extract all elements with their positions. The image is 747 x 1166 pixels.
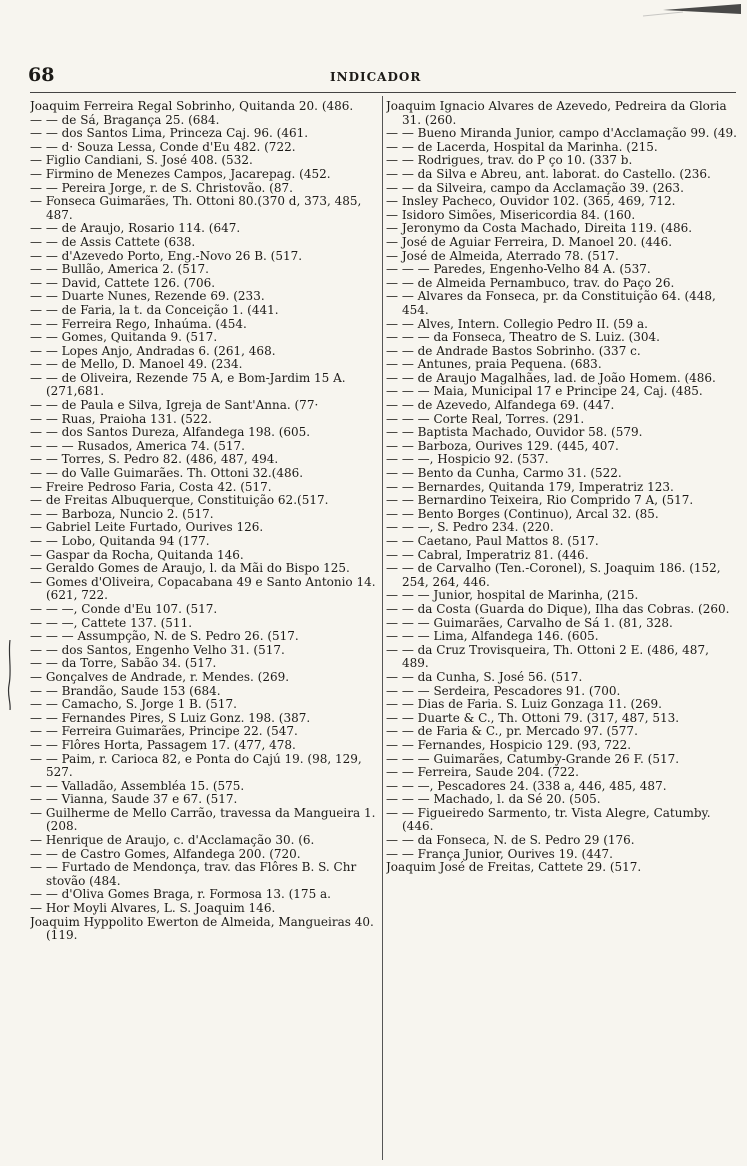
index-entry: — Gabriel Leite Furtado, Ourives 126. — [30, 520, 264, 535]
index-entry: — — Figueiredo Sarmento, tr. Vista Alegre, Catumby. (446. — [386, 805, 711, 834]
index-entry: — — Dias de Faria. S. Luiz Gonzaga 11. (269. — [386, 697, 662, 712]
index-entry: — Henrique de Araujo, c. d'Acclamação 30. (6. — [30, 833, 315, 848]
index-entry: — — — Guimarães, Carvalho de Sá 1. (81, 328. — [386, 615, 673, 630]
index-entry: — — Ferreira Guimarães, Principe 22. (547. — [30, 724, 298, 739]
index-entry: — Insley Pacheco, Ouvidor 102. (365, 469, 712. — [386, 194, 676, 209]
index-entry: — — — Maia, Municipal 17 e Principe 24, Caj. (485. — [386, 384, 703, 399]
index-entry: — — Bueno Miranda Junior, campo d'Acclamação 99. (49. — [386, 126, 737, 141]
index-entry: — — de Paula e Silva, Igreja de Sant'Anna. (77· — [30, 398, 319, 413]
index-entry: — — de Araujo Magalhães, lad. de João Homem. (486. — [386, 370, 716, 385]
index-entry: — — Bernardino Teixeira, Rio Comprido 7 A, (517. — [386, 493, 694, 508]
index-entry: — — Vianna, Saude 37 e 67. (517. — [30, 792, 238, 807]
index-entry: — — — Rusados, America 74. (517. — [30, 438, 245, 453]
index-entry: — — dos Santos Lima, Princeza Caj. 96. (461. — [30, 126, 309, 141]
index-entry: — — Barboza, Nuncio 2. (517. — [30, 506, 214, 521]
index-entry: — — de Oliveira, Rezende 75 A, e Bom-Jardim 15 A. (271,681. — [30, 370, 346, 399]
right-column — [386, 100, 738, 1160]
index-entry: — — — Serdeira, Pescadores 91. (700. — [386, 683, 621, 698]
index-entry: — — dos Santos Dureza, Alfandega 198. (605. — [30, 425, 311, 440]
index-entry: — Gaspar da Rocha, Quitanda 146. — [30, 547, 244, 562]
index-entry: — — — Machado, l. da Sé 20. (505. — [386, 792, 601, 807]
index-entry: — Isidoro Simões, Misericordia 84. (160. — [386, 207, 636, 222]
index-entry: — — d· Souza Lessa, Conde d'Eu 482. (722. — [30, 139, 296, 154]
index-entry: Joaquim Ferreira Regal Sobrinho, Quitanda 20. (486. — [30, 100, 354, 113]
index-entry: — — —, Hospicio 92. (537. — [386, 452, 549, 467]
index-entry: — — de Faria & C., pr. Mercado 97. (577. — [386, 724, 638, 739]
index-entry: — — Ruas, Praioha 131. (522. — [30, 411, 212, 426]
index-entry: — — de Andrade Bastos Sobrinho. (337 c. — [386, 343, 641, 358]
index-entry: — — de Carvalho (Ten.-Coronel), S. Joaquim 186. (152, 254, 264, 446. — [386, 561, 721, 589]
index-entry: — — Bernardes, Quitanda 179, Imperatriz 123. — [386, 479, 674, 494]
index-entry: — — Alves, Intern. Collegio Pedro II. (59 a. — [386, 316, 648, 331]
index-entry: — Firmino de Menezes Campos, Jacarepag. (452. — [30, 166, 331, 181]
index-entry: — — Camacho, S. Jorge 1 B. (517. — [30, 697, 237, 712]
index-entry: — — — Junior, hospital de Marinha, (215. — [386, 588, 639, 603]
index-entry: — — —, S. Pedro 234. (220. — [386, 520, 554, 535]
index-entry: — — Bento da Cunha, Carmo 31. (522. — [386, 466, 622, 481]
index-entry: — — de Lacerda, Hospital da Marinha. (215. — [386, 139, 658, 154]
column-divider — [382, 96, 383, 1160]
index-entry: — — Brandão, Saude 153 (684. — [30, 683, 221, 698]
index-entry: — — Bento Borges (Continuo), Arcal 32. (85. — [386, 506, 659, 521]
index-entry: — — Fernandes Pires, S Luiz Gonz. 198. (387. — [30, 710, 311, 725]
index-entry: — — Paim, r. Carioca 82, e Ponta do Cajú 19. (98, 129, 527. — [30, 751, 362, 780]
index-entry: — — Cabral, Imperatriz 81. (446. — [386, 547, 589, 562]
index-entry: — — — da Fonseca, Theatro de S. Luiz. (304. — [386, 330, 660, 345]
index-entry: — — da Torre, Sabão 34. (517. — [30, 656, 217, 671]
index-entry: — — de Castro Gomes, Alfandega 200. (720. — [30, 846, 301, 861]
index-entry: — José de Aguiar Ferreira, D. Manoel 20. (446. — [386, 234, 673, 249]
index-entry: — — — Guimarães, Catumby-Grande 26 F. (517. — [386, 751, 680, 766]
index-entry: — Figlio Candiani, S. José 408. (532. — [30, 153, 253, 168]
index-entry: — — de Araujo, Rosario 114. (647. — [30, 221, 241, 236]
index-entry: — — de Azevedo, Alfandega 69. (447. — [386, 398, 615, 413]
index-entry: — — do Valle Guimarães. Th. Ottoni 32.(486. — [30, 466, 304, 481]
index-entry: — Gonçalves de Andrade, r. Mendes. (269. — [30, 669, 290, 684]
index-entry: — — da Cruz Trovisqueira, Th. Ottoni 2 E. (486, 487, 489. — [386, 642, 709, 671]
index-entry: Joaquim Hyppolito Ewerton de Almeida, Mangueiras 40. (119. — [30, 914, 374, 943]
index-entry: — — Lopes Anjo, Andradas 6. (261, 468. — [30, 343, 276, 358]
index-entry: — — Gomes, Quitanda 9. (517. — [30, 330, 218, 345]
index-entry: — Jeronymo da Costa Machado, Direita 119. (486. — [386, 221, 693, 236]
index-entry: — — d'Azevedo Porto, Eng.-Novo 26 B. (517. — [30, 248, 303, 263]
index-entry: — — de Assis Cattete (638. — [30, 234, 196, 249]
index-entry: — — Duarte & C., Th. Ottoni 79. (317, 487, 513. — [386, 710, 680, 725]
index-entry: Joaquim José de Freitas, Cattete 29. (517. — [386, 860, 642, 875]
index-entry: — — — Assumpção, N. de S. Pedro 26. (517. — [30, 629, 299, 644]
index-entry: — — —, Conde d'Eu 107. (517. — [30, 601, 218, 616]
index-entry: — — de Almeida Pernambuco, trav. do Paço 26. — [386, 275, 675, 290]
index-entry: — — França Junior, Ourives 19. (447. — [386, 846, 613, 861]
index-entry: — — dos Santos, Engenho Velho 31. (517. — [30, 642, 285, 657]
index-entry: — — — Lima, Alfandega 146. (605. — [386, 629, 599, 644]
index-entry: — — Alvares da Fonseca, pr. da Constituição 64. (448, 454. — [386, 289, 716, 317]
index-entry: — — —, Cattete 137. (511. — [30, 615, 193, 630]
header-rule — [30, 92, 736, 93]
index-entry: — Freire Pedroso Faria, Costa 42. (517. — [30, 479, 272, 494]
index-entry: — — — Paredes, Engenho-Velho 84 A. (537. — [386, 262, 651, 277]
index-entry: — — Barboza, Ourives 129. (445, 407. — [386, 438, 619, 453]
index-entry: — — de Mello, D. Manoel 49. (234. — [30, 357, 243, 372]
index-entry: Joaquim Ignacio Alvares de Azevedo, Pedreira da Gloria 31. (260. — [386, 100, 727, 127]
index-entry: — — Rodrigues, trav. do P ço 10. (337 b. — [386, 153, 633, 168]
index-entry: — — David, Cattete 126. (706. — [30, 275, 216, 290]
index-entry: — — Pereira Jorge, r. de S. Christovão. (87. — [30, 180, 293, 195]
index-entry: — — d'Oliva Gomes Braga, r. Formosa 13. (175 a. — [30, 887, 331, 902]
index-entry: — — —, Pescadores 24. (338 a, 446, 485, 487. — [386, 778, 667, 793]
index-entry: — — Flôres Horta, Passagem 17. (477, 478. — [30, 737, 296, 752]
index-entry: — — Torres, S. Pedro 82. (486, 487, 494. — [30, 452, 279, 467]
index-entry: — — da Fonseca, N. de S. Pedro 29 (176. — [386, 833, 635, 848]
index-entry: — — Bullão, America 2. (517. — [30, 262, 209, 277]
margin-ink-mark — [6, 640, 14, 710]
index-entry: — — da Costa (Guarda do Dique), Ilha das Cobras. (260. — [386, 601, 730, 616]
index-entry: — — de Sá, Bragança 25. (684. — [30, 112, 220, 127]
index-entry: — de Freitas Albuquerque, Constituição 62.(517. — [30, 493, 329, 508]
index-entry: — Geraldo Gomes de Araujo, l. da Mãi do Bispo 125. — [30, 561, 350, 576]
index-entry: — — da Silveira, campo da Acclamação 39. (263. — [386, 180, 684, 195]
index-entry: — — da Cunha, S. José 56. (517. — [386, 669, 583, 684]
index-entry: — — Fernandes, Hospicio 129. (93, 722. — [386, 737, 632, 752]
index-entry: — Hor Moyli Alvares, L. S. Joaquim 146. — [30, 901, 276, 916]
page-number: 68 — [28, 64, 55, 86]
index-entry: — — Lobo, Quitanda 94 (177. — [30, 534, 210, 548]
index-entry: — — da Silva e Abreu, ant. laborat. do Castello. (236. — [386, 166, 711, 181]
index-entry: — — Ferreira Rego, Inhaúma. (454. — [30, 316, 247, 331]
index-entry: — Fonseca Guimarães, Th. Ottoni 80.(370 d, 373, 485, 487. — [30, 194, 362, 222]
index-entry: — — Duarte Nunes, Rezende 69. (233. — [30, 289, 265, 304]
index-entry: — — Caetano, Paul Mattos 8. (517. — [386, 534, 599, 548]
index-entry: — — Antunes, praia Pequena. (683. — [386, 357, 602, 372]
index-entry: — — de Faria, la t. da Conceição 1. (441. — [30, 302, 279, 317]
index-entry: — — Furtado de Mendonça, trav. das Flôres B. S. Chr stovão (484. — [30, 860, 357, 888]
running-title: INDICADOR — [330, 70, 422, 84]
left-column — [30, 100, 382, 1160]
index-entry: — José de Almeida, Aterrado 78. (517. — [386, 248, 619, 263]
index-entry: — — Ferreira, Saude 204. (722. — [386, 765, 579, 780]
index-entry: — — — Corte Real, Torres. (291. — [386, 411, 585, 426]
index-entry: — Gomes d'Oliveira, Copacabana 49 e Santo Antonio 14. (621, 722. — [30, 574, 376, 603]
index-entry: — — Valladão, Assembléa 15. (575. — [30, 778, 245, 793]
index-entry: — — Baptista Machado, Ouvidor 58. (579. — [386, 425, 643, 440]
corner-smudge — [623, 2, 743, 28]
index-entry: — Guilherme de Mello Carrão, travessa da Mangueira 1. (208. — [30, 805, 376, 834]
